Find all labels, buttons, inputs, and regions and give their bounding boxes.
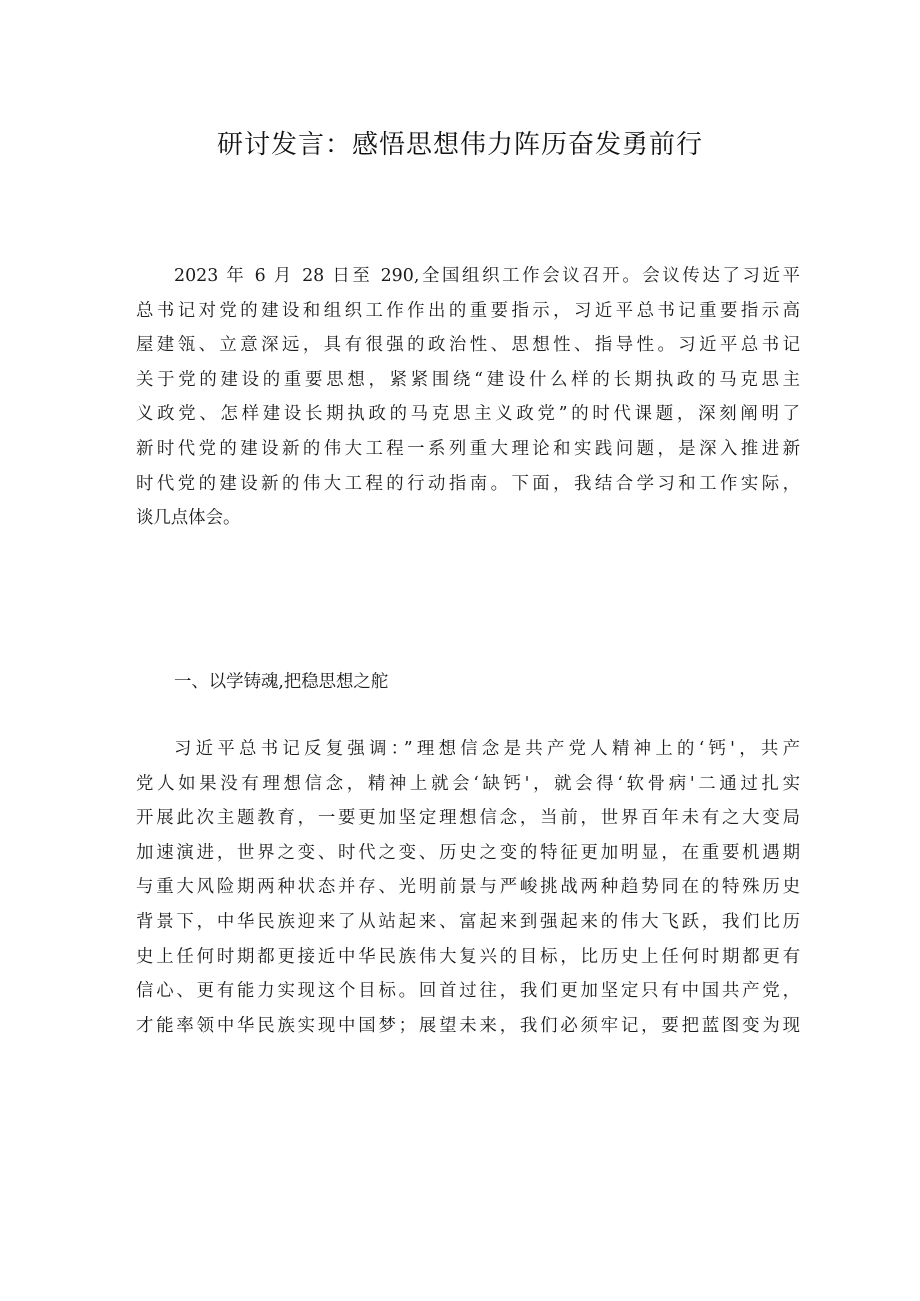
paragraph-line: 开展此次主题教育，一要更加坚定理想信念，当前，世界百年未有之大变局 (136, 808, 800, 829)
paragraph-section-one (136, 732, 800, 1043)
paragraph-line: 背景下，中华民族迎来了从站起来、富起来到强起来的伟大飞跃，我们比历 (136, 911, 800, 932)
paragraph-line: 谈几点体会。 (136, 508, 241, 529)
paragraph-line: 才能率领中华民族实现中国梦；展望未来，我们必须牢记，要把蓝图变为现 (136, 1015, 800, 1036)
paragraph-line: 习近平总书记反复强调：”理想信念是共产党人精神上的‘钙'，共产 (174, 739, 800, 759)
document-title: 研讨发言：感悟思想伟力阵历奋发勇前行 (216, 130, 703, 160)
paragraph-line: 屋建瓴、立意深远，具有很强的政治性、思想性、指导性。习近平总书记 (136, 335, 800, 356)
section-heading: 一、以学铸魂,把稳思想之舵 (174, 672, 389, 692)
paragraph-line: 总书记对党的建设和组织工作作出的重要指示，习近平总书记重要指示高 (136, 300, 800, 321)
paragraph-intro (136, 259, 800, 536)
paragraph-line: 关于党的建设的重要思想，紧紧围绕“建设什么样的长期执政的马克思主 (136, 369, 800, 390)
paragraph-line: 信心、更有能力实现这个目标。回首过往，我们更加坚定只有中国共产党， (136, 981, 800, 1002)
paragraph-line: 与重大风险期两种状态并存、光明前景与严峻挑战两种趋势同在的特殊历史 (136, 877, 800, 898)
paragraph-line: 史上任何时期都更接近中华民族伟大复兴的目标，比历史上任何时期都更有 (136, 946, 800, 967)
paragraph-line: 新时代党的建设新的伟大工程一系列重大理论和实践问题，是深入推进新 (136, 438, 800, 459)
paragraph-line: 时代党的建设新的伟大工程的行动指南。下面，我结合学习和工作实际， (136, 473, 800, 494)
paragraph-line: 2023 年 6 月 28 日至 290,全国组织工作会议召开。会议传达了习近平 (174, 266, 800, 286)
paragraph-line: 党人如果没有理想信念，精神上就会‘缺钙'，就会得‘软骨病'二通过扎实 (136, 773, 800, 794)
paragraph-line: 加速演进，世界之变、时代之变、历史之变的特征更加明显，在重要机遇期 (136, 842, 800, 863)
paragraph-line: 义政党、怎样建设长期执政的马克思主义政党”的时代课题，深刻阐明了 (136, 404, 800, 425)
